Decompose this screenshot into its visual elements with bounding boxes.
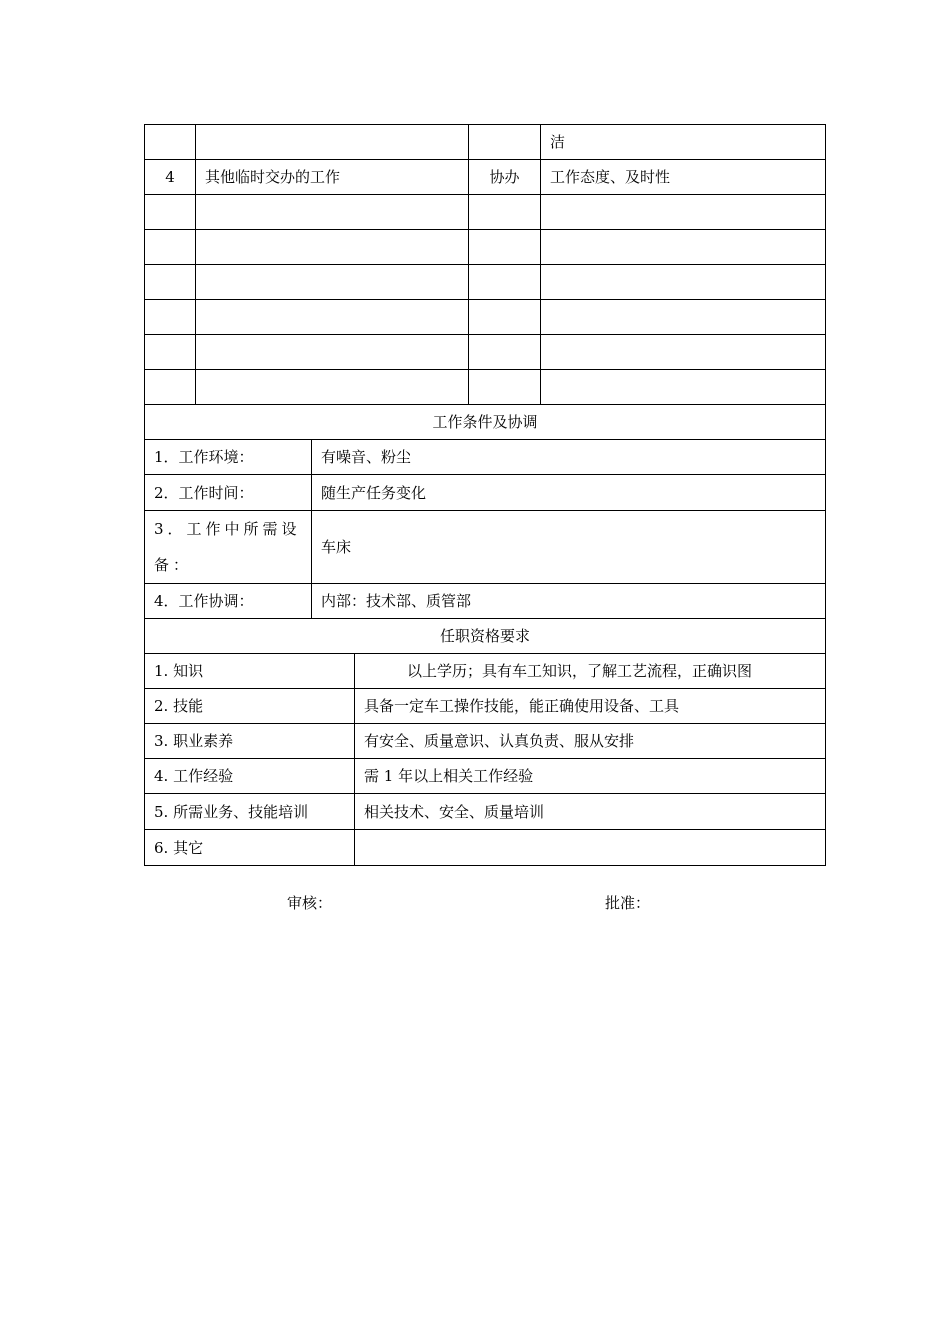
qualification-row [145,724,826,759]
duty-number [145,265,196,300]
duty-number [145,335,196,370]
duty-row [145,265,826,300]
duty-content [196,195,469,230]
condition-value: 车床 [312,511,826,584]
duty-standard [541,370,826,405]
job-description-document [144,124,825,866]
qualification-row [145,830,826,866]
qualification-value: 有安全、质量意识、认真负责、服从安排 [355,724,826,759]
duty-row [145,125,826,160]
duty-standard [541,230,826,265]
conditions-section-title: 工作条件及协调 [145,405,826,440]
duty-row [145,195,826,230]
duty-role [469,230,541,265]
duty-content [196,335,469,370]
qualification-label: 4. 工作经验 [145,759,355,794]
duty-standard [541,195,826,230]
duty-number [145,300,196,335]
condition-label: 4．工作协调： [145,584,312,619]
duty-role: 协办 [469,160,541,195]
review-label: 审核： [287,894,333,912]
duty-standard [541,335,826,370]
duty-row [145,370,826,405]
duty-number [145,370,196,405]
qualification-row [145,759,826,794]
conditions-table [144,404,826,619]
duty-role [469,335,541,370]
condition-label: 1．工作环境： [145,440,312,475]
duty-role [469,300,541,335]
condition-value: 随生产任务变化 [312,475,826,511]
duty-role [469,195,541,230]
qualification-label: 5. 所需业务、技能培训 [145,794,355,830]
qualification-label: 6. 其它 [145,830,355,866]
duty-content [196,230,469,265]
duty-content [196,370,469,405]
condition-row [145,440,826,475]
condition-value: 内部：技术部、质管部 [312,584,826,619]
duty-content: 其他临时交办的工作 [196,160,469,195]
duty-standard [541,265,826,300]
approve-label: 批准： [605,894,651,912]
duty-role [469,370,541,405]
condition-row [145,475,826,511]
duty-role [469,125,541,160]
duty-standard: 工作态度、及时性 [541,160,826,195]
duty-number [145,230,196,265]
condition-row [145,511,826,584]
qualification-label: 1. 知识 [145,654,355,689]
duty-standard [541,300,826,335]
qualification-label: 3. 职业素养 [145,724,355,759]
qualification-value [355,830,826,866]
condition-label: 2．工作时间： [145,475,312,511]
condition-label: 3．工作中所需设备： [145,511,312,584]
duty-row [145,230,826,265]
qualification-value: 以上学历；具有车工知识，了解工艺流程，正确识图 [355,654,826,689]
duty-standard: 洁 [541,125,826,160]
duty-number: 4 [145,160,196,195]
qualifications-section-title: 任职资格要求 [145,619,826,654]
qualification-label: 2. 技能 [145,689,355,724]
condition-value: 有噪音、粉尘 [312,440,826,475]
qualification-value: 相关技术、安全、质量培训 [355,794,826,830]
qualification-row [145,794,826,830]
duty-number [145,125,196,160]
duty-content [196,300,469,335]
duties-table [144,124,826,405]
qualification-row [145,654,826,689]
duty-content [196,265,469,300]
duty-number [145,195,196,230]
qualifications-table [144,618,826,866]
qualification-value: 具备一定车工操作技能，能正确使用设备、工具 [355,689,826,724]
qualification-row [145,689,826,724]
duty-row [145,160,826,195]
condition-row [145,584,826,619]
duty-row [145,335,826,370]
duty-row [145,300,826,335]
duty-role [469,265,541,300]
duty-content [196,125,469,160]
qualification-value: 需 1 年以上相关工作经验 [355,759,826,794]
